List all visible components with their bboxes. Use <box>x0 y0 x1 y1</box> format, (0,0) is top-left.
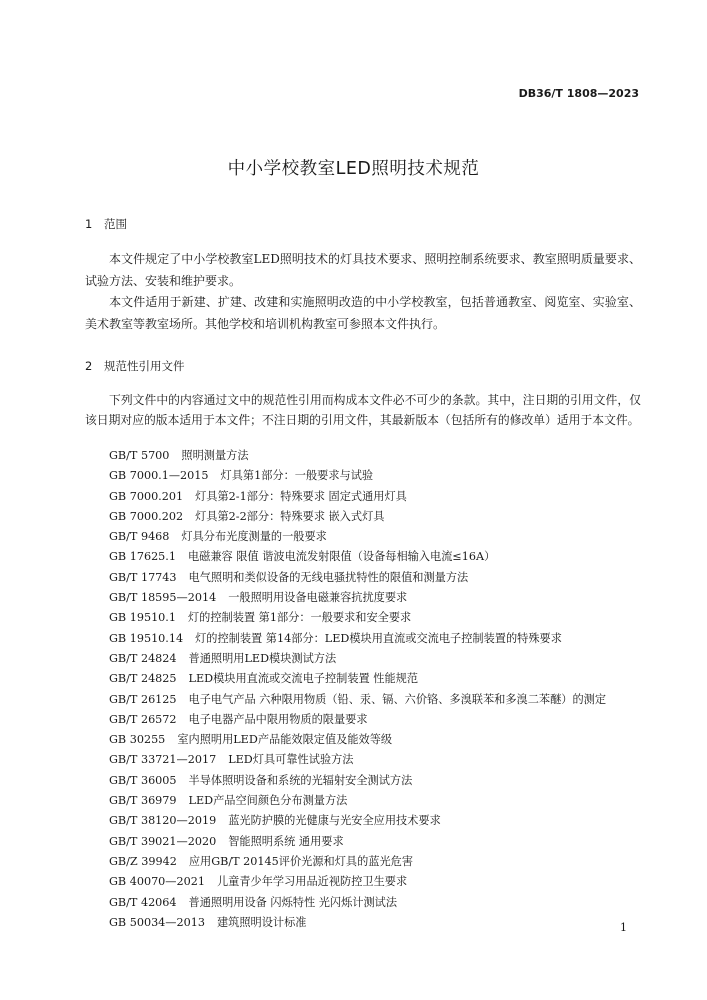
reference-code: GB/T 24824 <box>109 651 177 665</box>
reference-title: LED模块用直流或交流电子控制装置 性能规范 <box>188 672 419 686</box>
reference-item <box>85 852 641 872</box>
reference-item <box>85 466 641 486</box>
reference-item <box>85 710 641 730</box>
section-2-title: 规范性引用文件 <box>104 359 185 373</box>
reference-title: 普通照明用LED模块测试方法 <box>188 651 337 665</box>
reference-item <box>85 771 641 791</box>
standard-number: DB36/T 1808—2023 <box>518 87 639 100</box>
reference-code: GB/T 38120—2019 <box>109 814 217 828</box>
reference-code: GB 40070—2021 <box>109 875 205 889</box>
reference-item <box>85 913 641 933</box>
reference-code: GB/T 5700 <box>109 449 170 462</box>
reference-title: LED产品空间颜色分布测量方法 <box>188 794 348 808</box>
reference-title: 灯具第2-2部分：特殊要求 嵌入式灯具 <box>195 509 385 523</box>
reference-code: GB/T 26572 <box>109 712 177 726</box>
reference-title: 电磁兼容 限值 谐波电流发射限值（设备每相输入电流≤16A） <box>187 550 496 564</box>
reference-item <box>85 791 641 811</box>
reference-title: 一般照明用设备电磁兼容抗扰度要求 <box>228 591 408 605</box>
reference-code: GB 7000.202 <box>109 509 184 523</box>
reference-item <box>85 730 641 750</box>
reference-item <box>85 507 641 527</box>
reference-title: 建筑照明设计标准 <box>216 915 307 929</box>
reference-title: 灯具分布光度测量的一般要求 <box>181 530 327 544</box>
scope-paragraph-1 <box>85 249 641 292</box>
reference-title: 灯具第2-1部分：特殊要求 固定式通用灯具 <box>195 489 407 503</box>
reference-title: 电子电器产品中限用物质的限量要求 <box>188 712 368 726</box>
section-1-number: 1 <box>85 217 93 231</box>
reference-item <box>85 487 641 507</box>
reference-code: GB 7000.201 <box>109 489 184 503</box>
references-intro-text: 下列文件中的内容通过文中的规范性引用而构成本文件必不可少的条款。其中，注日期的引用文件，仅该日期对应的版本适用于本文件；不注日期的引用文件，其最新版本（包括所有的修改单）适用于本文件。 <box>85 393 641 427</box>
document-title: 中小学校教室LED照明技术规范 <box>227 159 480 179</box>
reference-code: GB/T 9468 <box>109 530 170 544</box>
reference-item <box>85 832 641 852</box>
reference-code: GB/T 39021—2020 <box>109 834 217 848</box>
reference-title: 应用GB/T 20145评价光源和灯具的蓝光危害 <box>188 854 414 868</box>
scope-paragraph-2 <box>85 292 641 335</box>
scope-paragraph-2-text: 本文件适用于新建、扩建、改建和实施照明改造的中小学校教室，包括普通教室、阅览室、实验室、美术教室等教室场所。其他学校和培训机构教室可参照本文件执行。 <box>85 295 641 331</box>
reference-code: GB 19510.14 <box>109 631 184 645</box>
reference-title: LED灯具可靠性试验方法 <box>228 753 354 767</box>
reference-item <box>85 527 641 547</box>
reference-title: 电气照明和类似设备的无线电骚扰特性的限值和测量方法 <box>188 570 469 584</box>
references-intro <box>85 391 641 430</box>
reference-title: 智能照明系统 通用要求 <box>228 834 344 848</box>
reference-item <box>85 669 641 689</box>
reference-code: GB/T 36979 <box>109 794 177 808</box>
reference-item <box>85 588 641 608</box>
scope-paragraph-1-text: 本文件规定了中小学校教室LED照明技术的灯具技术要求、照明控制系统要求、教室照明质量要求、试验方法、安装和维护要求。 <box>85 252 641 288</box>
reference-item <box>85 629 641 649</box>
reference-code: GB 17625.1 <box>109 550 176 564</box>
reference-item <box>85 811 641 831</box>
section-2-number: 2 <box>85 359 93 373</box>
reference-item <box>85 872 641 892</box>
section-1-heading <box>85 216 127 232</box>
reference-item <box>85 649 641 669</box>
reference-title: 灯的控制装置 第14部分：LED模块用直流或交流电子控制装置的特殊要求 <box>195 631 562 645</box>
reference-code: GB/T 17743 <box>109 570 177 584</box>
reference-item <box>85 568 641 588</box>
reference-list <box>85 446 641 933</box>
reference-title: 照明测量方法 <box>181 449 249 462</box>
reference-code: GB/T 42064 <box>109 895 177 909</box>
reference-code: GB 50034—2013 <box>109 915 205 929</box>
reference-code: GB/T 33721—2017 <box>109 753 217 767</box>
reference-title: 儿童青少年学习用品近视防控卫生要求 <box>216 875 408 889</box>
reference-code: GB/T 36005 <box>109 773 177 787</box>
reference-title: 灯具第1部分：一般要求与试验 <box>220 469 374 483</box>
reference-title: 普通照明用设备 闪烁特性 光闪烁计测试法 <box>188 895 398 909</box>
reference-item <box>85 893 641 913</box>
section-2-heading <box>85 358 185 374</box>
section-1-title: 范围 <box>104 217 127 231</box>
reference-code: GB/Z 39942 <box>109 854 177 868</box>
reference-title: 蓝光防护膜的光健康与光安全应用技术要求 <box>228 814 441 828</box>
reference-title: 灯的控制装置 第1部分：一般要求和安全要求 <box>187 611 412 625</box>
reference-title: 半导体照明设备和系统的光辐射安全测试方法 <box>188 773 413 787</box>
reference-code: GB 30255 <box>109 733 166 747</box>
page-number: 1 <box>620 921 627 934</box>
reference-code: GB/T 24825 <box>109 672 177 686</box>
reference-item <box>85 446 641 466</box>
reference-item <box>85 608 641 628</box>
reference-code: GB/T 26125 <box>109 692 177 706</box>
reference-item <box>85 750 641 770</box>
reference-code: GB/T 18595—2014 <box>109 591 217 605</box>
reference-item <box>85 690 641 710</box>
reference-code: GB 19510.1 <box>109 611 176 625</box>
reference-title: 电子电气产品 六种限用物质（铅、汞、镉、六价铬、多溴联苯和多溴二苯醚）的测定 <box>188 692 607 706</box>
reference-title: 室内照明用LED产品能效限定值及能效等级 <box>177 733 393 747</box>
reference-item <box>85 547 641 567</box>
reference-code: GB 7000.1—2015 <box>109 469 209 483</box>
